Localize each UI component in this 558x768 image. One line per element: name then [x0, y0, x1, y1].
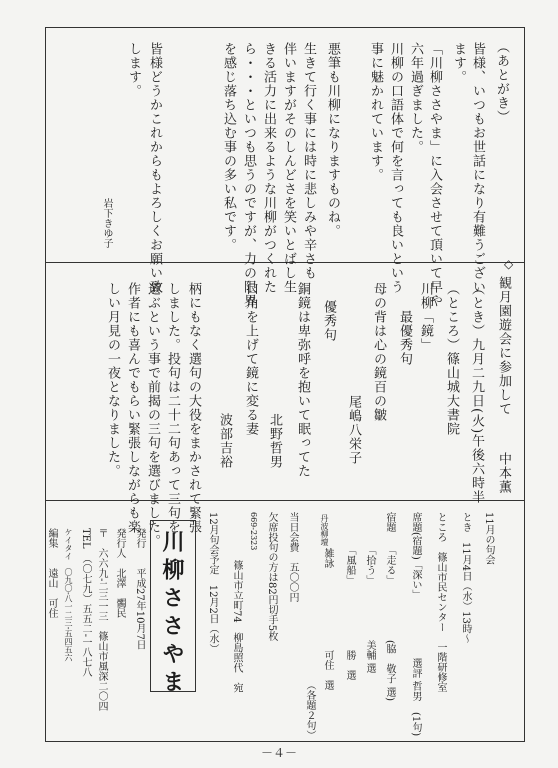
- report-title: 観月園遊会に参加して: [496, 276, 511, 416]
- meeting-count-note: （各題２句）: [304, 680, 315, 740]
- report-prize1-label: 最優秀句: [397, 310, 412, 366]
- colophon-publisher-value: 北澤 髑民: [114, 568, 125, 618]
- report-where: （ところ）篠山城大書院: [444, 282, 459, 436]
- meeting-tanba: 丹波柳壇: [320, 514, 329, 546]
- meeting-postal: 669-2323: [249, 512, 258, 551]
- afterword-line: を感じ落ち込む事の多い私です。: [221, 42, 236, 252]
- report-body-line: しました。投句は二十二句あって三句を: [165, 282, 180, 534]
- colophon-issued-value: 平成27年10月7日: [134, 568, 145, 650]
- meeting-selector3: 勝 選: [344, 650, 355, 680]
- meeting-topic3: 「風船」: [344, 545, 355, 585]
- report-prize1-author: 尾嶋八栄子: [346, 395, 361, 465]
- report-author: 中本薫: [496, 452, 511, 494]
- meeting-seat-count: (1句): [410, 712, 421, 737]
- afterword-line: 伴いますがそのしんどさを笑いとばし生: [281, 42, 296, 294]
- diamond-bullet-icon: ◇: [504, 257, 514, 271]
- meeting-where: ところ 篠山市民センター 一階研修室: [435, 512, 446, 692]
- afterword-line: 事に魅かれています。: [368, 42, 383, 182]
- meeting-zaiei: 雑詠: [322, 548, 333, 568]
- meeting-topic1: 「走る」: [384, 545, 395, 585]
- report-body-line: しい月見の一夜となりました。: [105, 282, 120, 478]
- report-prize2-poem-b: 口角を上げて鏡に変る妻: [243, 282, 258, 436]
- report-prize2-author-b: 波部吉裕: [217, 413, 232, 469]
- colophon-editor-label: 編集: [46, 528, 57, 548]
- meeting-december: 12月句会予定 12月2日（水）: [207, 512, 218, 654]
- report-prize1-poem: 母の背は心の鏡百の皺: [371, 282, 386, 422]
- report-body-line: 柄にもなく選句の大役をまかされて緊張: [186, 282, 201, 534]
- afterword-line: 皆様、いつもお世話になり有難うござい: [470, 42, 485, 294]
- colophon-tel: TEL （〇七九）五五二‐一八七八: [80, 528, 91, 677]
- afterword-line: します。: [126, 42, 141, 98]
- colophon-keitai: ケイタイ 〇九〇‐八一二三‐五四五六: [64, 528, 73, 662]
- afterword-line: 「川柳ささやま」に入会させて頂いて早や: [427, 42, 442, 308]
- meeting-topic2: 「拾う」: [364, 545, 375, 585]
- report-prize2-label: 優秀句: [321, 300, 336, 342]
- meeting-seat-title: 席題(宿題)「深い」: [410, 512, 421, 600]
- afterword-line: 悪筆も川柳になりますものね。: [325, 42, 340, 238]
- report-body-line: 作者にも喜んでもらい緊張しながらも楽: [125, 282, 140, 534]
- afterword-author: 岩下きゆ子: [101, 198, 112, 248]
- meeting-shukudai-label: 宿題: [384, 512, 395, 532]
- afterword-line: 六年過ぎました。: [408, 42, 423, 154]
- page-number: －４－: [260, 746, 297, 760]
- meeting-fee: 当日会費 五〇〇円: [287, 512, 298, 602]
- colophon-editor-value: 遠山 可住: [46, 568, 57, 618]
- afterword-line: ら・・・といつも思うのですが、力の限界: [241, 42, 256, 308]
- report-when: （とき）九月二九日(火)午後六時半: [469, 282, 484, 505]
- afterword-line: ます。: [451, 42, 466, 84]
- afterword-line: 生きて行く事には時に悲しみや辛さも: [301, 42, 316, 280]
- afterword-line: きる活力に出来るような川柳がつくれた: [261, 42, 276, 294]
- report-kadai: 川柳「鏡」: [418, 282, 433, 352]
- afterword-line: 川柳の口語体で何を言っても良いという: [388, 42, 403, 294]
- meeting-selector1: (脇 敬子 選): [384, 640, 395, 701]
- report-prize2-author-a: 北野哲男: [267, 413, 282, 469]
- report-prize2-poem-a: 銅鏡は卑弥呼を抱いて眠ってた: [295, 282, 310, 478]
- afterword-heading: （あとがき）: [494, 40, 509, 124]
- meeting-postcard-note: 欠席投句の方は82円切手5枚: [266, 512, 277, 642]
- colophon-postal: 〒 六六九‐二三一三 篠山市風深二〇四: [96, 528, 107, 712]
- section-divider-bottom: [45, 500, 525, 501]
- meeting-when: とき 11月4日（水）13時～: [460, 512, 471, 644]
- colophon-issued-label: 発行: [134, 528, 145, 548]
- meeting-seat-selector: 選評 哲男: [410, 658, 421, 702]
- meeting-selector4: 可住 選: [322, 650, 333, 690]
- afterword-line: 皆様どうかこれからもよろしくお願い致: [147, 42, 162, 294]
- colophon-title: 川柳ささやま: [159, 530, 185, 698]
- meeting-title: 11月の句会: [483, 512, 494, 565]
- meeting-selector2: 美輔 選: [364, 640, 375, 674]
- colophon-publisher-label: 発行人: [114, 528, 125, 558]
- meeting-address: 篠山市立町74 柳島照代 宛: [231, 560, 242, 693]
- report-body-line: 選ぶという事で前揭の三句を選びました。: [145, 282, 160, 548]
